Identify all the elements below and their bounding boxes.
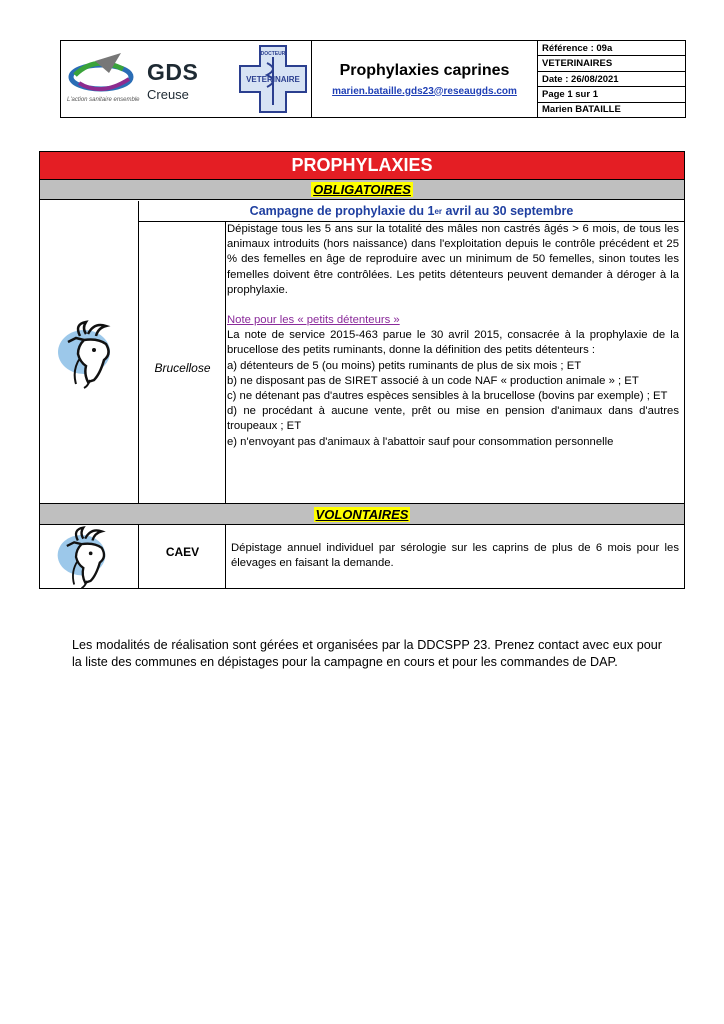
section-mandatory-row xyxy=(40,180,684,200)
title-area xyxy=(312,41,538,117)
disease-label-brucellose: Brucellose xyxy=(154,361,211,375)
footer-note: Les modalités de réalisation sont gérées et organisées par la DDCSPP 23. Prenez contact avec eux pour la liste des communes en dépistages pour la campagne en cours et pour les commandes de DAP. xyxy=(72,637,662,670)
divider-icon-column xyxy=(138,201,139,503)
contact-email-link[interactable]: marien.bataille.gds23@reseaugds.com xyxy=(332,85,517,97)
veterinary-cross-icon xyxy=(237,43,309,115)
note-line: d) ne procédant à aucune vente, prêt ou mise en pension d'animaux dans d'autres troupeaux ; ET xyxy=(227,405,679,433)
table-title-row xyxy=(40,152,684,180)
note-line: b) ne disposant pas de SIRET associé à un code NAF « production animale » ; ET xyxy=(227,374,639,387)
meta-reference: Référence : 09a xyxy=(538,41,685,56)
document-title: Prophylaxies caprines xyxy=(339,61,510,79)
logo-subtitle: Creuse xyxy=(147,87,189,102)
section-voluntary-label: VOLONTAIRES xyxy=(315,506,409,522)
note-line: a) détenteurs de 5 (ou moins) petits ruminants de plus de six mois ; ET xyxy=(227,359,582,372)
meta-category: VETERINAIRES xyxy=(538,56,685,71)
note-line: c) ne détenant pas d'autres espèces sensibles à la brucellose (bovins par exemple) ; ET xyxy=(227,390,668,403)
campaign-sup: er xyxy=(434,206,442,216)
campaign-prefix: Campagne de prophylaxie du 1 xyxy=(249,204,435,218)
logo-tagline: L'action sanitaire ensemble xyxy=(67,97,140,103)
logo-area xyxy=(61,41,312,117)
disease-label-caev: CAEV xyxy=(165,545,200,559)
caev-description: Dépistage annuel individuel par sérologie sur les caprins de plus de 6 mois pour les élevages en faisant la demande. xyxy=(231,542,679,570)
meta-author: Marien BATAILLE xyxy=(542,104,621,116)
prophylaxis-table xyxy=(39,151,685,589)
section-voluntary-row xyxy=(40,503,684,525)
logo-name: GDS xyxy=(147,59,199,85)
brucellose-intro: Dépistage tous les 5 ans sur la totalité des mâles non castrés âgés > 6 mois, de tous les animaux introduits (hors naissance) dans l'exploitation depuis le contrôle précédent et 25 % des femelles en âge de reproduire avec un minimum de 50 femelles, sinon toutes les femelles doivent être contrôlées. Les petits détenteurs peuvent demander à déroger à la prophylaxie. xyxy=(227,223,679,296)
note-line: La note de service 2015-463 parue le 30 avril 2015, consacrée à la prophylaxie de la brucellose des petits ruminants, donne la définition des petits détenteurs : xyxy=(227,329,679,357)
badge-top-label: DOCTEUR xyxy=(260,51,286,57)
section-mandatory-label: OBLIGATOIRES xyxy=(313,182,411,197)
brucellose-description xyxy=(227,222,679,450)
campaign-heading xyxy=(139,201,684,221)
goat-icon xyxy=(54,318,126,390)
meta-page: Page 1 sur 1 xyxy=(538,87,685,102)
meta-box xyxy=(538,41,685,117)
note-line: e) n'envoyant pas d'animaux à l'abattoir sauf pour consommation personnelle xyxy=(227,435,614,448)
badge-label: VETERINAIRE xyxy=(246,75,300,84)
meta-date: Date : 26/08/2021 xyxy=(538,72,685,87)
document-header xyxy=(60,40,686,118)
goat-icon xyxy=(54,524,120,590)
campaign-suffix: avril au 30 septembre xyxy=(442,204,574,218)
table-title: PROPHYLAXIES xyxy=(291,155,433,175)
note-title: Note pour les « petits détenteurs » xyxy=(227,314,400,327)
